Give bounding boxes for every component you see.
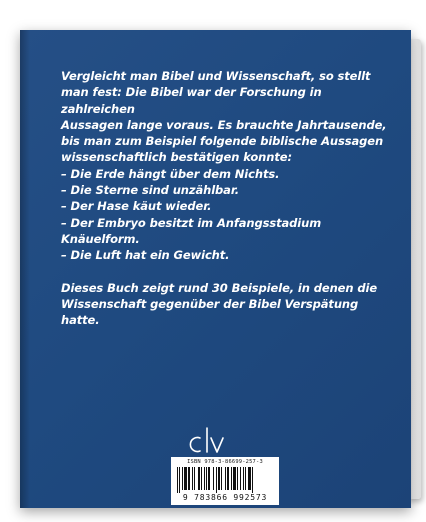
barcode-label [171, 457, 279, 505]
barcode-bar [194, 467, 195, 490]
barcode-bar [243, 467, 244, 490]
barcode-bar [245, 467, 246, 490]
blurb-line: wissenschaftlich bestätigen konnte: [61, 150, 292, 165]
barcode-bar [218, 467, 220, 490]
spine-shade [20, 30, 30, 508]
barcode-bar [188, 467, 190, 490]
barcode-bar [237, 467, 238, 490]
barcode-bar [204, 467, 205, 490]
barcode-bar [198, 467, 200, 490]
barcode-bar [192, 467, 193, 490]
example-item: – Der Hase käut wieder. [61, 199, 212, 214]
ean-digits: 9 783866 992573 [182, 493, 268, 502]
barcode-bar [231, 467, 232, 490]
barcode-bar [208, 467, 210, 490]
clv-logo-icon [186, 426, 230, 460]
barcode-bar [182, 467, 183, 490]
blurb-line: Vergleicht man Bibel und Wissenschaft, so stellt [61, 69, 371, 83]
barcode-bar [248, 467, 251, 490]
barcode-bar [225, 467, 226, 490]
isbn-text: ISBN 978-3-86699-257-3 [187, 459, 263, 465]
back-cover [20, 30, 411, 508]
blurb-line: man fest: Die Bibel war der Forschung in zahlreichen [61, 85, 322, 116]
example-item: – Die Erde hängt über dem Nichts. [61, 166, 280, 181]
blurb-line: Dieses Buch zeigt rund 30 Beispiele, in denen die [61, 280, 378, 295]
barcode-bar [213, 467, 214, 490]
book [20, 30, 411, 508]
example-item: – Die Luft hat ein Gewicht. [61, 248, 230, 263]
barcode-bar [252, 467, 253, 493]
blurb-line: Wissenschaft gegenüber der Bibel Verspätung hatte. [61, 296, 359, 328]
blurb-line: Aussagen lange voraus. Es brauchte Jahrtausende, [61, 117, 387, 132]
barcode-bar [206, 467, 207, 490]
example-item: – Die Sterne sind unzählbar. [61, 183, 240, 198]
blurb-line: bis man zum Beispiel folgende biblische Aussagen [61, 134, 384, 149]
barcode-bar [201, 467, 202, 490]
barcode-bar [221, 467, 222, 490]
barcode-bars [177, 467, 273, 493]
barcode-bar [233, 467, 236, 490]
barcode-bar [227, 467, 229, 490]
barcode-bar [184, 467, 187, 490]
example-item: – Der Embryo besitzt im Anfangsstadium Knäuelform. [61, 215, 322, 246]
barcode-bar [179, 467, 180, 493]
barcode-bar [216, 467, 217, 493]
barcode-bar [177, 467, 178, 493]
barcode-bar [240, 467, 241, 490]
blurb-text [61, 68, 396, 328]
